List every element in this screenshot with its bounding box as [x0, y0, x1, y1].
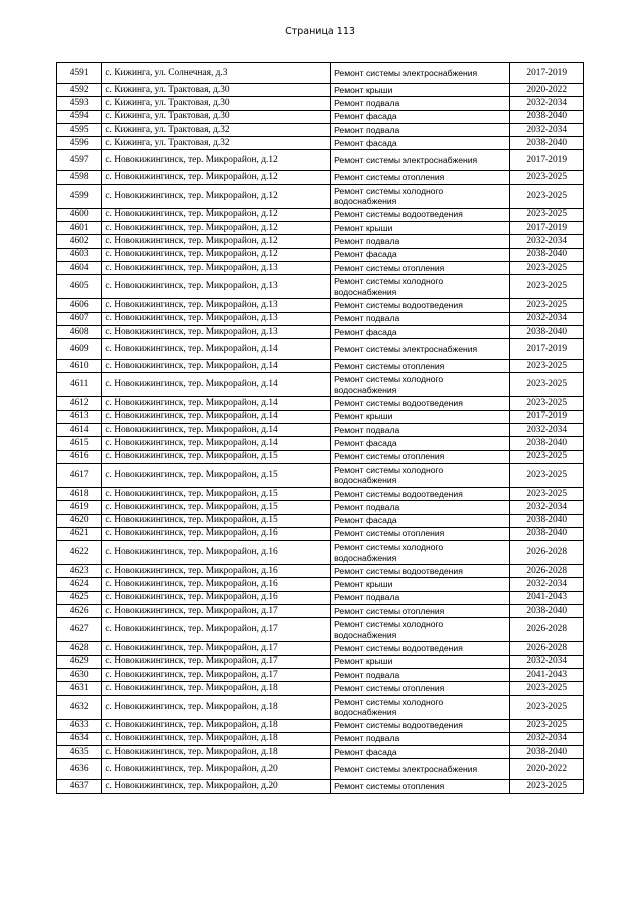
address-cell: с. Новокижингинск, тер. Микрорайон, д.12 [102, 248, 331, 261]
work-type-cell: Ремонт фасада [331, 325, 510, 338]
address-cell: с. Новокижингинск, тер. Микрорайон, д.14 [102, 410, 331, 423]
address-cell: с. Новокижингинск, тер. Микрорайон, д.13 [102, 275, 331, 299]
page-number-header: Страница 113 [285, 26, 355, 37]
row-number-cell: 4626 [57, 605, 102, 618]
row-number-cell: 4621 [57, 527, 102, 540]
address-cell: с. Новокижингинск, тер. Микрорайон, д.14 [102, 373, 331, 397]
table-row [57, 261, 584, 274]
address-cell: с. Новокижингинск, тер. Микрорайон, д.12 [102, 222, 331, 235]
period-cell: 2032-2034 [510, 732, 584, 745]
period-cell: 2023-2025 [510, 184, 584, 208]
row-number-cell: 4601 [57, 222, 102, 235]
period-cell: 2026-2028 [510, 642, 584, 655]
address-cell: с. Кижинга, ул. Трактовая, д.30 [102, 110, 331, 123]
table-row [57, 682, 584, 695]
table-row [57, 487, 584, 500]
row-number-cell: 4608 [57, 325, 102, 338]
work-type-cell: Ремонт подвала [331, 668, 510, 681]
address-cell: с. Кижинга, ул. Солнечная, д.3 [102, 63, 331, 84]
period-cell: 2023-2025 [510, 261, 584, 274]
period-cell: 2032-2034 [510, 578, 584, 591]
table-row [57, 463, 584, 487]
address-cell: с. Новокижингинск, тер. Микрорайон, д.18 [102, 682, 331, 695]
row-number-cell: 4595 [57, 123, 102, 136]
period-cell: 2023-2025 [510, 397, 584, 410]
work-type-cell: Ремонт крыши [331, 222, 510, 235]
row-number-cell: 4596 [57, 137, 102, 150]
address-cell: с. Новокижингинск, тер. Микрорайон, д.20 [102, 759, 331, 780]
table-row [57, 695, 584, 719]
row-number-cell: 4624 [57, 578, 102, 591]
address-cell: с. Новокижингинск, тер. Микрорайон, д.17 [102, 605, 331, 618]
address-cell: с. Новокижингинск, тер. Микрорайон, д.17 [102, 642, 331, 655]
table-row [57, 668, 584, 681]
work-type-cell: Ремонт крыши [331, 84, 510, 97]
row-number-cell: 4628 [57, 642, 102, 655]
address-cell: с. Кижинга, ул. Трактовая, д.32 [102, 137, 331, 150]
address-cell: с. Кижинга, ул. Трактовая, д.30 [102, 84, 331, 97]
work-type-cell: Ремонт крыши [331, 655, 510, 668]
table-row [57, 275, 584, 299]
table-row [57, 171, 584, 184]
address-cell: с. Новокижингинск, тер. Микрорайон, д.17 [102, 668, 331, 681]
address-cell: с. Новокижингинск, тер. Микрорайон, д.14 [102, 397, 331, 410]
period-cell: 2017-2019 [510, 222, 584, 235]
period-cell: 2032-2034 [510, 312, 584, 325]
period-cell: 2017-2019 [510, 150, 584, 171]
work-type-cell: Ремонт системы отопления [331, 682, 510, 695]
period-cell: 2023-2025 [510, 450, 584, 463]
row-number-cell: 4635 [57, 746, 102, 759]
period-cell: 2032-2034 [510, 97, 584, 110]
address-cell: с. Новокижингинск, тер. Микрорайон, д.14 [102, 339, 331, 360]
work-type-cell: Ремонт системы водоотведения [331, 719, 510, 732]
table-row [57, 110, 584, 123]
table-row [57, 591, 584, 604]
work-type-cell: Ремонт подвала [331, 312, 510, 325]
work-type-cell: Ремонт фасада [331, 746, 510, 759]
address-cell: с. Новокижингинск, тер. Микрорайон, д.15 [102, 463, 331, 487]
address-cell: с. Новокижингинск, тер. Микрорайон, д.14 [102, 360, 331, 373]
work-type-cell: Ремонт системы холодного водоснабжения [331, 373, 510, 397]
work-type-cell: Ремонт фасада [331, 110, 510, 123]
address-cell: с. Новокижингинск, тер. Микрорайон, д.15 [102, 450, 331, 463]
work-type-cell: Ремонт системы отопления [331, 450, 510, 463]
period-cell: 2038-2040 [510, 137, 584, 150]
repair-schedule-table [56, 62, 584, 794]
work-type-cell: Ремонт системы отопления [331, 261, 510, 274]
table-row [57, 450, 584, 463]
address-cell: с. Новокижингинск, тер. Микрорайон, д.15 [102, 501, 331, 514]
work-type-cell: Ремонт подвала [331, 591, 510, 604]
work-type-cell: Ремонт подвала [331, 235, 510, 248]
row-number-cell: 4614 [57, 424, 102, 437]
table-row [57, 299, 584, 312]
period-cell: 2032-2034 [510, 235, 584, 248]
work-type-cell: Ремонт системы водоотведения [331, 565, 510, 578]
address-cell: с. Новокижингинск, тер. Микрорайон, д.13 [102, 325, 331, 338]
period-cell: 2020-2022 [510, 759, 584, 780]
work-type-cell: Ремонт фасада [331, 514, 510, 527]
address-cell: с. Новокижингинск, тер. Микрорайон, д.12 [102, 184, 331, 208]
row-number-cell: 4623 [57, 565, 102, 578]
table-row [57, 719, 584, 732]
row-number-cell: 4630 [57, 668, 102, 681]
period-cell: 2038-2040 [510, 110, 584, 123]
table-row [57, 373, 584, 397]
address-cell: с. Новокижингинск, тер. Микрорайон, д.12 [102, 150, 331, 171]
row-number-cell: 4637 [57, 780, 102, 793]
address-cell: с. Новокижингинск, тер. Микрорайон, д.16 [102, 591, 331, 604]
work-type-cell: Ремонт подвала [331, 424, 510, 437]
period-cell: 2017-2019 [510, 339, 584, 360]
work-type-cell: Ремонт системы холодного водоснабжения [331, 184, 510, 208]
work-type-cell: Ремонт системы водоотведения [331, 208, 510, 221]
period-cell: 2023-2025 [510, 463, 584, 487]
row-number-cell: 4606 [57, 299, 102, 312]
address-cell: с. Новокижингинск, тер. Микрорайон, д.13 [102, 312, 331, 325]
work-type-cell: Ремонт системы водоотведения [331, 397, 510, 410]
table-row [57, 235, 584, 248]
work-type-cell: Ремонт подвала [331, 732, 510, 745]
period-cell: 2023-2025 [510, 299, 584, 312]
address-cell: с. Новокижингинск, тер. Микрорайон, д.17 [102, 655, 331, 668]
work-type-cell: Ремонт системы холодного водоснабжения [331, 695, 510, 719]
row-number-cell: 4631 [57, 682, 102, 695]
table-row [57, 437, 584, 450]
period-cell: 2026-2028 [510, 618, 584, 642]
address-cell: с. Новокижингинск, тер. Микрорайон, д.12 [102, 235, 331, 248]
period-cell: 2023-2025 [510, 360, 584, 373]
table-row [57, 208, 584, 221]
row-number-cell: 4609 [57, 339, 102, 360]
row-number-cell: 4622 [57, 541, 102, 565]
row-number-cell: 4629 [57, 655, 102, 668]
row-number-cell: 4603 [57, 248, 102, 261]
table-row [57, 578, 584, 591]
period-cell: 2038-2040 [510, 514, 584, 527]
address-cell: с. Новокижингинск, тер. Микрорайон, д.16 [102, 578, 331, 591]
address-cell: с. Новокижингинск, тер. Микрорайон, д.12 [102, 208, 331, 221]
period-cell: 2032-2034 [510, 655, 584, 668]
address-cell: с. Новокижингинск, тер. Микрорайон, д.14 [102, 437, 331, 450]
row-number-cell: 4620 [57, 514, 102, 527]
row-number-cell: 4625 [57, 591, 102, 604]
work-type-cell: Ремонт системы отопления [331, 605, 510, 618]
table-row [57, 63, 584, 84]
period-cell: 2032-2034 [510, 123, 584, 136]
row-number-cell: 4607 [57, 312, 102, 325]
period-cell: 2023-2025 [510, 695, 584, 719]
table-row [57, 732, 584, 745]
row-number-cell: 4599 [57, 184, 102, 208]
period-cell: 2041-2043 [510, 668, 584, 681]
period-cell: 2023-2025 [510, 487, 584, 500]
table-row [57, 325, 584, 338]
period-cell: 2017-2019 [510, 63, 584, 84]
work-type-cell: Ремонт подвала [331, 123, 510, 136]
work-type-cell: Ремонт фасада [331, 248, 510, 261]
table-row [57, 410, 584, 423]
table-row [57, 759, 584, 780]
table-row [57, 565, 584, 578]
address-cell: с. Новокижингинск, тер. Микрорайон, д.18 [102, 732, 331, 745]
row-number-cell: 4619 [57, 501, 102, 514]
period-cell: 2023-2025 [510, 682, 584, 695]
address-cell: с. Новокижингинск, тер. Микрорайон, д.18 [102, 695, 331, 719]
period-cell: 2032-2034 [510, 501, 584, 514]
work-type-cell: Ремонт системы холодного водоснабжения [331, 463, 510, 487]
address-cell: с. Новокижингинск, тер. Микрорайон, д.17 [102, 618, 331, 642]
table-row [57, 746, 584, 759]
row-number-cell: 4593 [57, 97, 102, 110]
table-row [57, 397, 584, 410]
table-body [57, 63, 584, 794]
table-row [57, 184, 584, 208]
table-row [57, 222, 584, 235]
period-cell: 2026-2028 [510, 565, 584, 578]
work-type-cell: Ремонт фасада [331, 137, 510, 150]
row-number-cell: 4605 [57, 275, 102, 299]
period-cell: 2041-2043 [510, 591, 584, 604]
row-number-cell: 4597 [57, 150, 102, 171]
row-number-cell: 4634 [57, 732, 102, 745]
address-cell: с. Новокижингинск, тер. Микрорайон, д.13 [102, 299, 331, 312]
row-number-cell: 4627 [57, 618, 102, 642]
table-row [57, 360, 584, 373]
work-type-cell: Ремонт системы водоотведения [331, 299, 510, 312]
period-cell: 2038-2040 [510, 248, 584, 261]
row-number-cell: 4610 [57, 360, 102, 373]
address-cell: с. Кижинга, ул. Трактовая, д.32 [102, 123, 331, 136]
address-cell: с. Новокижингинск, тер. Микрорайон, д.14 [102, 424, 331, 437]
work-type-cell: Ремонт подвала [331, 97, 510, 110]
address-cell: с. Новокижингинск, тер. Микрорайон, д.18 [102, 746, 331, 759]
table-row [57, 605, 584, 618]
work-type-cell: Ремонт системы холодного водоснабжения [331, 275, 510, 299]
work-type-cell: Ремонт системы отопления [331, 360, 510, 373]
table-row [57, 312, 584, 325]
work-type-cell: Ремонт системы холодного водоснабжения [331, 541, 510, 565]
table-row [57, 424, 584, 437]
table-row [57, 123, 584, 136]
row-number-cell: 4592 [57, 84, 102, 97]
row-number-cell: 4636 [57, 759, 102, 780]
table-row [57, 527, 584, 540]
period-cell: 2020-2022 [510, 84, 584, 97]
work-type-cell: Ремонт системы водоотведения [331, 487, 510, 500]
period-cell: 2023-2025 [510, 719, 584, 732]
row-number-cell: 4594 [57, 110, 102, 123]
work-type-cell: Ремонт системы электроснабжения [331, 759, 510, 780]
address-cell: с. Новокижингинск, тер. Микрорайон, д.12 [102, 171, 331, 184]
row-number-cell: 4633 [57, 719, 102, 732]
table-row [57, 780, 584, 793]
row-number-cell: 4598 [57, 171, 102, 184]
work-type-cell: Ремонт подвала [331, 501, 510, 514]
period-cell: 2038-2040 [510, 527, 584, 540]
row-number-cell: 4613 [57, 410, 102, 423]
address-cell: с. Кижинга, ул. Трактовая, д.30 [102, 97, 331, 110]
row-number-cell: 4602 [57, 235, 102, 248]
table-row [57, 248, 584, 261]
period-cell: 2023-2025 [510, 171, 584, 184]
period-cell: 2032-2034 [510, 424, 584, 437]
period-cell: 2023-2025 [510, 780, 584, 793]
table-row [57, 501, 584, 514]
table-row [57, 97, 584, 110]
address-cell: с. Новокижингинск, тер. Микрорайон, д.16 [102, 527, 331, 540]
address-cell: с. Новокижингинск, тер. Микрорайон, д.13 [102, 261, 331, 274]
row-number-cell: 4611 [57, 373, 102, 397]
table-row [57, 84, 584, 97]
period-cell: 2026-2028 [510, 541, 584, 565]
work-type-cell: Ремонт системы отопления [331, 527, 510, 540]
work-type-cell: Ремонт системы отопления [331, 780, 510, 793]
table-row [57, 137, 584, 150]
row-number-cell: 4604 [57, 261, 102, 274]
row-number-cell: 4617 [57, 463, 102, 487]
table-row [57, 655, 584, 668]
table-row [57, 618, 584, 642]
work-type-cell: Ремонт фасада [331, 437, 510, 450]
address-cell: с. Новокижингинск, тер. Микрорайон, д.16 [102, 565, 331, 578]
table-row [57, 339, 584, 360]
period-cell: 2038-2040 [510, 746, 584, 759]
address-cell: с. Новокижингинск, тер. Микрорайон, д.18 [102, 719, 331, 732]
work-type-cell: Ремонт системы электроснабжения [331, 339, 510, 360]
table-row [57, 642, 584, 655]
work-type-cell: Ремонт системы водоотведения [331, 642, 510, 655]
row-number-cell: 4615 [57, 437, 102, 450]
table-row [57, 150, 584, 171]
work-type-cell: Ремонт системы электроснабжения [331, 150, 510, 171]
period-cell: 2038-2040 [510, 437, 584, 450]
address-cell: с. Новокижингинск, тер. Микрорайон, д.20 [102, 780, 331, 793]
row-number-cell: 4632 [57, 695, 102, 719]
address-cell: с. Новокижингинск, тер. Микрорайон, д.15 [102, 487, 331, 500]
work-type-cell: Ремонт системы холодного водоснабжения [331, 618, 510, 642]
work-type-cell: Ремонт крыши [331, 410, 510, 423]
work-type-cell: Ремонт системы отопления [331, 171, 510, 184]
row-number-cell: 4612 [57, 397, 102, 410]
row-number-cell: 4618 [57, 487, 102, 500]
address-cell: с. Новокижингинск, тер. Микрорайон, д.15 [102, 514, 331, 527]
address-cell: с. Новокижингинск, тер. Микрорайон, д.16 [102, 541, 331, 565]
row-number-cell: 4600 [57, 208, 102, 221]
period-cell: 2023-2025 [510, 373, 584, 397]
row-number-cell: 4616 [57, 450, 102, 463]
work-type-cell: Ремонт системы электроснабжения [331, 63, 510, 84]
table-row [57, 514, 584, 527]
period-cell: 2038-2040 [510, 605, 584, 618]
period-cell: 2017-2019 [510, 410, 584, 423]
period-cell: 2038-2040 [510, 325, 584, 338]
period-cell: 2023-2025 [510, 208, 584, 221]
work-type-cell: Ремонт крыши [331, 578, 510, 591]
row-number-cell: 4591 [57, 63, 102, 84]
table-row [57, 541, 584, 565]
period-cell: 2023-2025 [510, 275, 584, 299]
